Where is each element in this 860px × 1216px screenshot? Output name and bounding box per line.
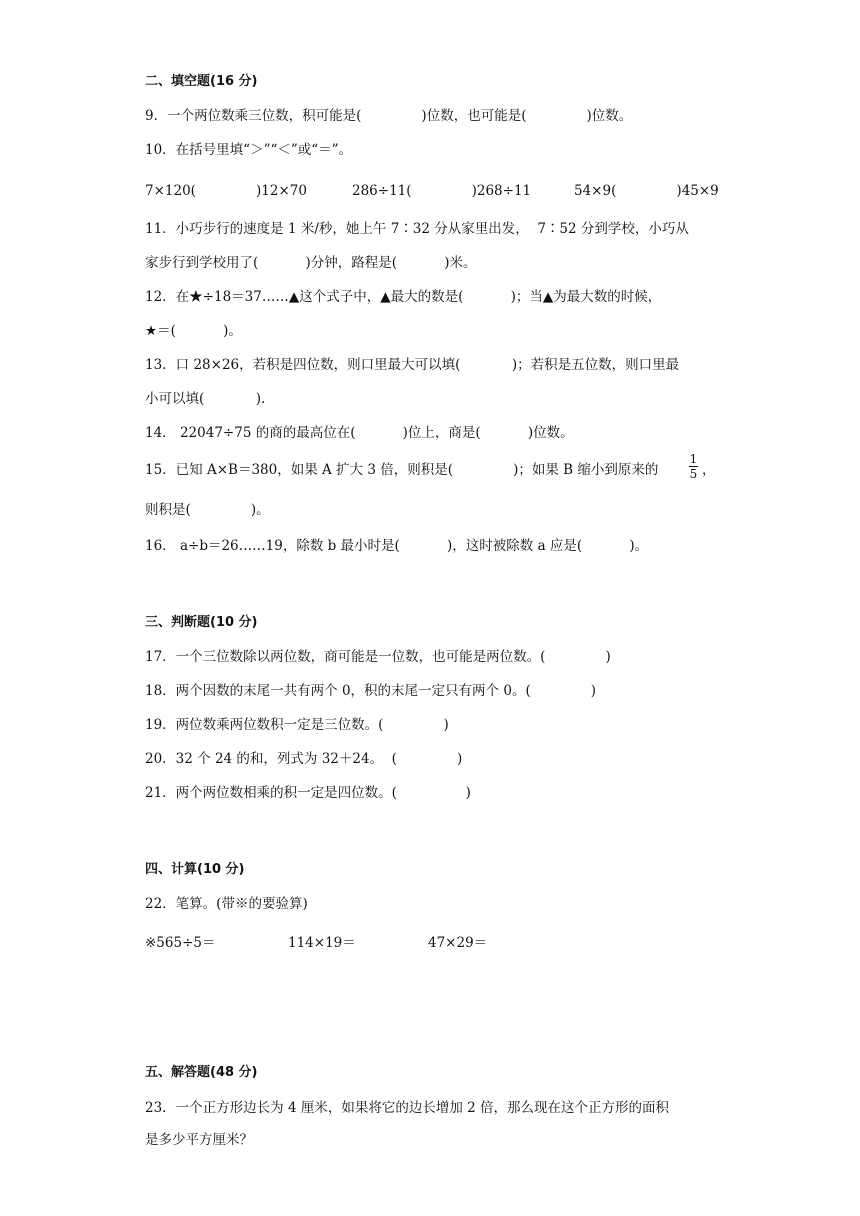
question-22: 22．笔算。(带※的要验算) <box>145 896 308 912</box>
question-15-comma: ， <box>702 462 716 478</box>
question-13-line-1: 13．口 28×26，若积是四位数，则口里最大可以填( )；若积是五位数，则口里最 <box>145 357 680 373</box>
question-10-item-c: 54×9( )45×9 <box>574 183 719 199</box>
question-12-line-2: ★＝( )。 <box>145 323 242 339</box>
question-9: 9．一个两位数乘三位数，积可能是( )位数，也可能是( )位数。 <box>145 108 633 124</box>
section-judgement-title: 三、判断题(10 分) <box>145 615 258 630</box>
question-22-item-c: 47×29＝ <box>428 935 488 951</box>
fraction-denominator: 5 <box>689 467 698 481</box>
question-22-item-b: 114×19＝ <box>288 935 356 951</box>
question-10-item-a: 7×120( )12×70 <box>145 183 307 199</box>
question-17: 17．一个三位数除以两位数，商可能是一位数，也可能是两位数。( ) <box>145 649 611 665</box>
question-12-line-1: 12．在★÷18＝37……▲这个式子中，▲最大的数是( )；当▲为最大数的时候， <box>145 289 662 305</box>
section-answer-title: 五、解答题(48 分) <box>145 1065 258 1080</box>
question-10: 10．在括号里填“＞”“＜”或“＝”。 <box>145 142 353 158</box>
question-10-item-b: 286÷11( )268÷11 <box>352 183 532 199</box>
question-11-line-1: 11．小巧步行的速度是 1 米/秒，她上午 7∶32 分从家里出发， 7∶52 分到学校，小巧从 <box>145 221 689 237</box>
question-21: 21．两个两位数相乘的积一定是四位数。( ) <box>145 785 471 801</box>
question-20: 20．32 个 24 的和，列式为 32＋24。 ( ) <box>145 751 463 767</box>
question-22-item-a: ※565÷5＝ <box>145 935 216 951</box>
section-fill-blank-title: 二、填空题(16 分) <box>145 74 258 89</box>
question-19: 19．两位数乘两位数积一定是三位数。( ) <box>145 717 449 733</box>
question-23-line-1: 23．一个正方形边长为 4 厘米，如果将它的边长增加 2 倍，那么现在这个正方形的面积 <box>145 1100 670 1116</box>
question-15-line-2: 则积是( )。 <box>145 502 270 518</box>
question-13-line-2: 小可以填( ). <box>145 391 266 407</box>
fraction-numerator: 1 <box>689 452 698 466</box>
section-calculation-title: 四、计算(10 分) <box>145 862 245 877</box>
question-23-line-2: 是多少平方厘米？ <box>145 1132 253 1148</box>
question-15-fraction <box>689 452 698 481</box>
question-18: 18．两个因数的末尾一共有两个 0，积的末尾一定只有两个 0。( ) <box>145 683 597 699</box>
question-15-line-1: 15．已知 A×B＝380，如果 A 扩大 3 倍，则积是( )；如果 B 缩小到原来的 <box>145 462 659 478</box>
question-14: 14． 22047÷75 的商的最高位在( )位上，商是( )位数。 <box>145 425 574 441</box>
question-16: 16． a÷b＝26……19，除数 b 最小时是( )，这时被除数 a 应是( )。 <box>145 538 649 554</box>
question-11-line-2: 家步行到学校用了( )分钟，路程是( )米。 <box>145 255 477 271</box>
